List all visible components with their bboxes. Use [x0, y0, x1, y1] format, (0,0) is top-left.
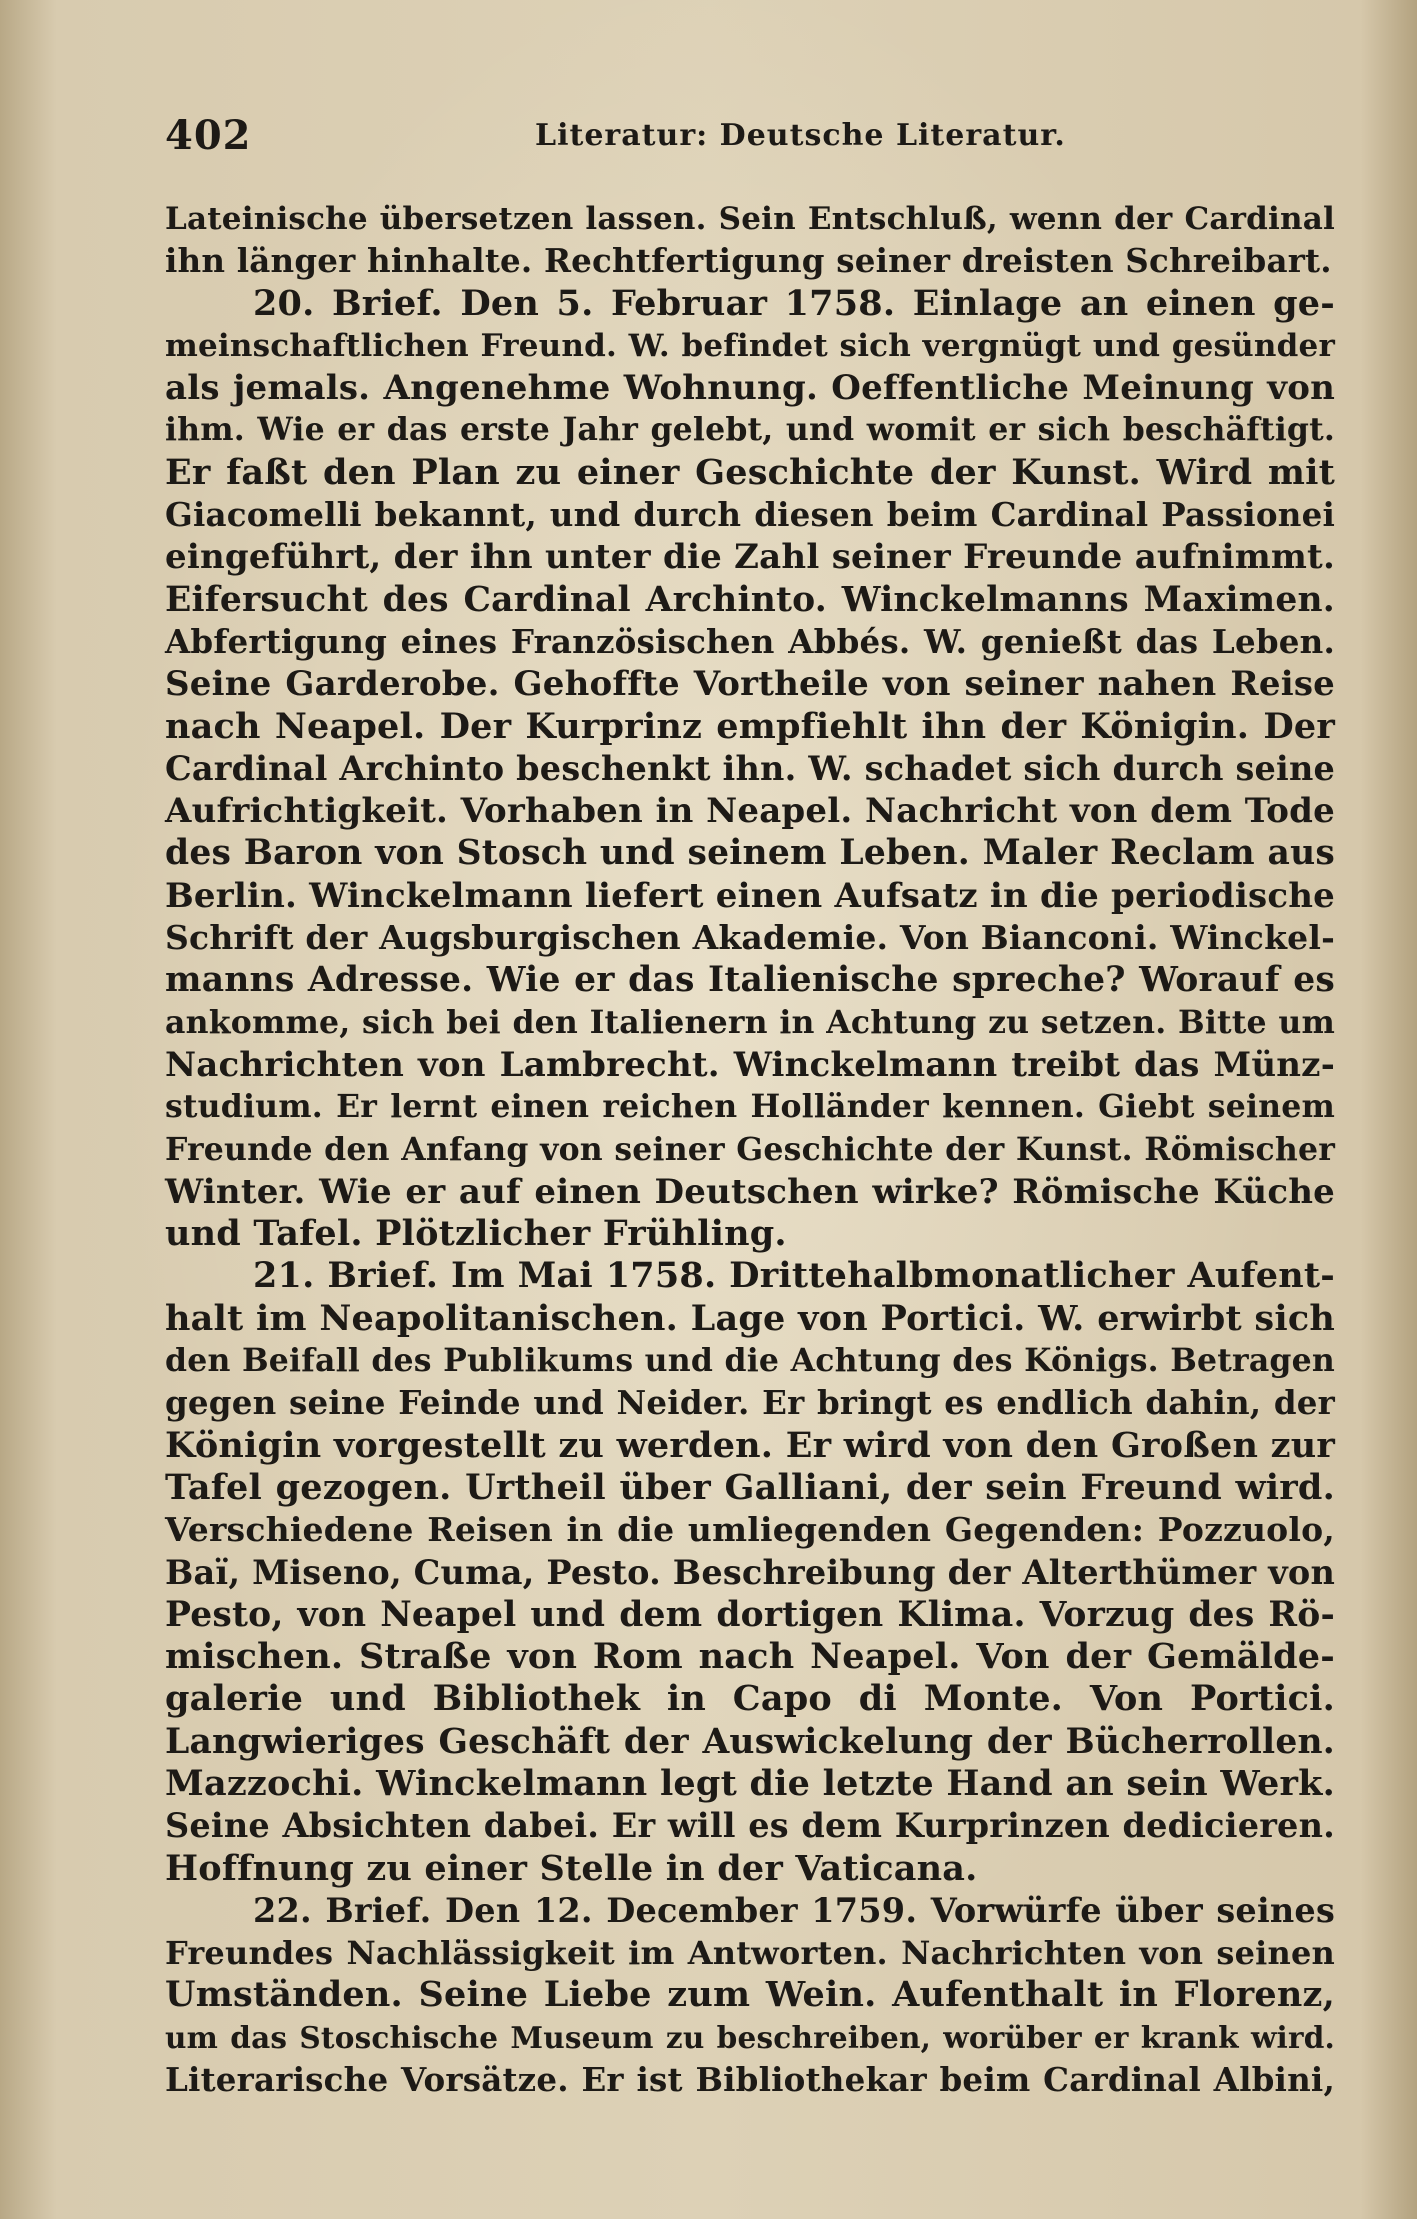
text-line: ankomme, sich bei den Italienern in Achtung zu setzen. Bitte um [165, 1003, 1335, 1041]
text-line: galerie und Bibliothek in Capo di Monte. Von Portici. [165, 1678, 1335, 1720]
text-line: Lateinische übersetzen lassen. Sein Entschluß, wenn der Cardinal [165, 201, 1335, 237]
text-line: manns Adresse. Wie er das Italienische spreche? Worauf es [165, 960, 1335, 1001]
text-line: Berlin. Winckelmann liefert einen Aufsatz in die periodische [165, 875, 1335, 916]
text-line: den Beifall des Publikums und die Achtung des Königs. Betragen [165, 1342, 1335, 1380]
text-line: des Baron von Stosch und seinem Leben. Maler Reclam aus [165, 833, 1335, 874]
text-line: gegen seine Feinde und Neider. Er bringt es endlich dahin, der [165, 1383, 1335, 1423]
text-line: Baï, Miseno, Cuma, Pesto. Beschreibung der Alterthümer von [165, 1552, 1335, 1592]
text-line: studium. Er lernt einen reichen Holländer kennen. Giebt seinem [165, 1088, 1335, 1126]
text-line: Langwieriges Geschäft der Auswickelung der Bücherrollen. [165, 1721, 1335, 1762]
text-line: Giacomelli bekannt, und durch diesen beim Cardinal Passionei [165, 495, 1335, 535]
text-line: Eifersucht des Cardinal Archinto. Winckelmanns Maximen. [165, 579, 1335, 620]
text-line: 20. Brief. Den 5. Februar 1758. Einlage an einen ge- [253, 282, 1335, 324]
text-line: Winter. Wie er auf einen Deutschen wirke? Römische Küche [165, 1171, 1335, 1212]
text-line: Literarische Vorsätze. Er ist Bibliothekar beim Cardinal Albini, [165, 2060, 1335, 2100]
text-line: Hoffnung zu einer Stelle in der Vaticana. [165, 1847, 978, 1889]
text-line: Freunde den Anfang von seiner Geschichte der Kunst. Römischer [165, 1130, 1335, 1168]
text-line: Seine Garderobe. Gehoffte Vortheile von seiner nahen Reise [165, 664, 1335, 705]
text-line: um das Stoschische Museum zu beschreiben, worüber er krank wird. [165, 2019, 1335, 2055]
text-line: Cardinal Archinto beschenkt ihn. W. schadet sich durch seine [165, 748, 1336, 788]
text-line: eingeführt, der ihn unter die Zahl seiner Freunde aufnimmt. [165, 537, 1335, 578]
text-line: ihm. Wie er das erste Jahr gelebt, und womit er sich beschäftigt. [165, 411, 1335, 449]
text-line: Abfertigung eines Französischen Abbés. W. genießt das Leben. [165, 621, 1335, 661]
text-line: Pesto, von Neapel und dem dortigen Klima. Vorzug des Rö- [165, 1594, 1335, 1635]
text-line: Tafel gezogen. Urtheil über Galliani, der sein Freund wird. [165, 1466, 1335, 1508]
text-line: Aufrichtigkeit. Vorhaben in Neapel. Nachricht von dem Tode [165, 791, 1335, 832]
text-line: Freundes Nachlässigkeit im Antworten. Nachrichten von seinen [165, 1934, 1335, 1973]
text-line: als jemals. Angenehme Wohnung. Oeffentliche Meinung von [165, 368, 1335, 409]
text-line: Umständen. Seine Liebe zum Wein. Aufenthalt in Florenz, [165, 1974, 1335, 2016]
text-line: Mazzochi. Winckelmann legt die letzte Hand an sein Werk. [165, 1762, 1335, 1804]
text-line: Nachrichten von Lambrecht. Winckelmann treibt das Münz- [165, 1044, 1335, 1085]
text-line: Er faßt den Plan zu einer Geschichte der Kunst. Wird mit [165, 451, 1335, 493]
text-line: ihn länger hinhalte. Rechtfertigung seiner dreisten Schreibart. [165, 241, 1332, 281]
text-line: meinschaftlichen Freund. W. befindet sich vergnügt und gesünder [165, 327, 1335, 364]
text-line: Seine Absichten dabei. Er will es dem Kurprinzen dedicieren. [165, 1806, 1335, 1846]
text-line: 21. Brief. Im Mai 1758. Drittehalbmonatlicher Aufent- [253, 1255, 1335, 1297]
text-line: halt im Neapolitanischen. Lage von Portici. W. erwirbt sich [165, 1297, 1335, 1339]
text-line: Königin vorgestellt zu werden. Er wird von den Großen zur [165, 1424, 1335, 1466]
page-header [165, 112, 1335, 162]
text-line: mischen. Straße von Rom nach Neapel. Von der Gemälde- [165, 1636, 1335, 1678]
body-text [165, 198, 1335, 2101]
text-line: Schrift der Augsburgischen Akademie. Von Bianconi. Winckel- [165, 918, 1335, 958]
running-head: Literatur: Deutsche Literatur. [535, 118, 1066, 153]
text-line: und Tafel. Plötzlicher Frühling. [165, 1213, 787, 1255]
text-line: 22. Brief. Den 12. December 1759. Vorwürfe über seines [253, 1890, 1335, 1930]
text-line: Verschiedene Reisen in die umliegenden Gegenden: Pozzuolo, [165, 1510, 1335, 1550]
page-number: 402 [165, 112, 252, 159]
text-line: nach Neapel. Der Kurprinz empfiehlt ihn der Königin. Der [165, 705, 1335, 747]
